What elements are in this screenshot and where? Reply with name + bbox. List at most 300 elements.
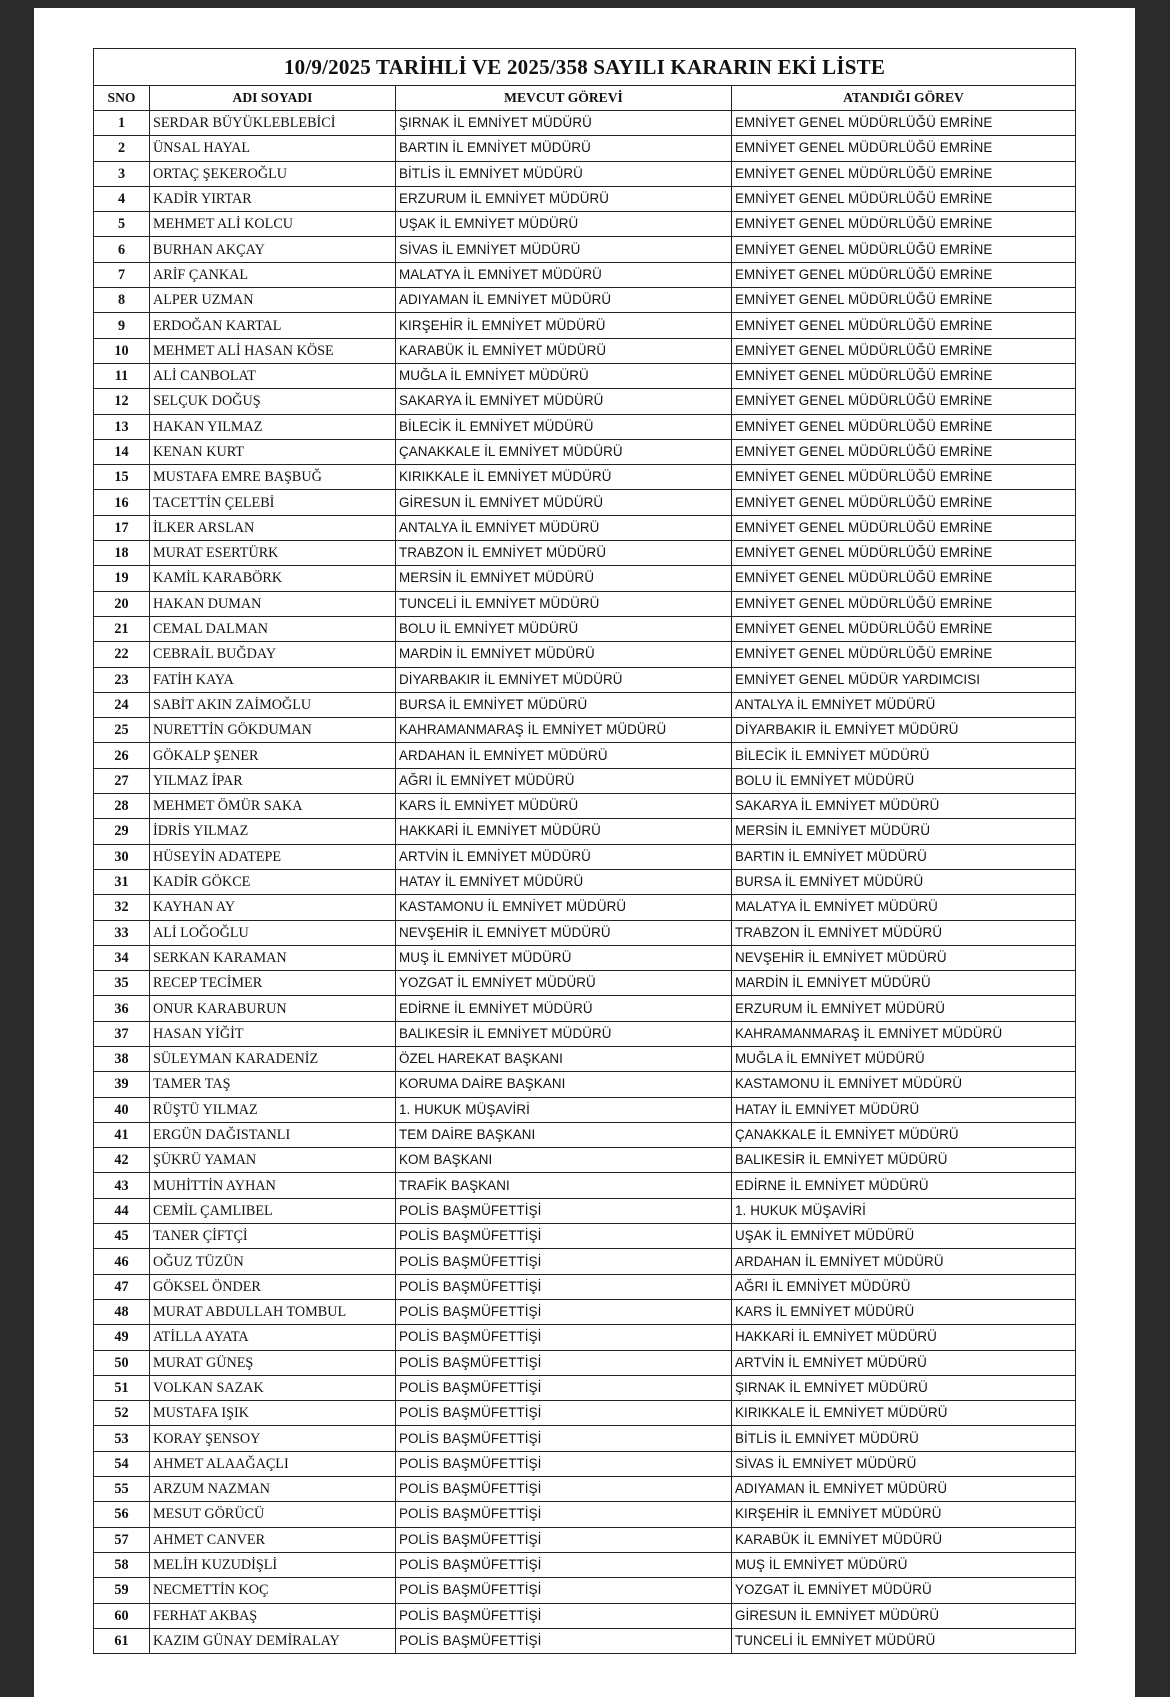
row-sno: 16 [94,490,150,515]
table-body [94,111,1076,1654]
row-name: MUSTAFA EMRE BAŞBUĞ [150,465,396,490]
table-row [94,743,1076,768]
row-sno: 45 [94,1224,150,1249]
row-assigned-position: EMNİYET GENEL MÜDÜRLÜĞÜ EMRİNE [732,439,1076,464]
row-name: RECEP TECİMER [150,971,396,996]
table-row [94,363,1076,388]
row-assigned-position: ERZURUM İL EMNİYET MÜDÜRÜ [732,996,1076,1021]
row-name: MURAT ESERTÜRK [150,541,396,566]
row-assigned-position: EMNİYET GENEL MÜDÜRLÜĞÜ EMRİNE [732,414,1076,439]
row-sno: 49 [94,1325,150,1350]
row-sno: 19 [94,566,150,591]
row-current-position: KOM BAŞKANI [396,1148,732,1173]
row-assigned-position: KIRŞEHİR İL EMNİYET MÜDÜRÜ [732,1502,1076,1527]
table-row [94,1350,1076,1375]
row-assigned-position: BOLU İL EMNİYET MÜDÜRÜ [732,768,1076,793]
row-assigned-position: YOZGAT İL EMNİYET MÜDÜRÜ [732,1578,1076,1603]
row-assigned-position: EMNİYET GENEL MÜDÜRLÜĞÜ EMRİNE [732,212,1076,237]
row-name: ERDOĞAN KARTAL [150,313,396,338]
row-current-position: KIRŞEHİR İL EMNİYET MÜDÜRÜ [396,313,732,338]
row-assigned-position: TRABZON İL EMNİYET MÜDÜRÜ [732,920,1076,945]
row-sno: 51 [94,1375,150,1400]
row-current-position: AĞRI İL EMNİYET MÜDÜRÜ [396,768,732,793]
row-current-position: KARS İL EMNİYET MÜDÜRÜ [396,794,732,819]
row-sno: 61 [94,1628,150,1653]
row-sno: 48 [94,1299,150,1324]
table-row [94,642,1076,667]
row-name: ALPER UZMAN [150,288,396,313]
row-name: MEHMET ALİ KOLCU [150,212,396,237]
row-assigned-position: TUNCELİ İL EMNİYET MÜDÜRÜ [732,1628,1076,1653]
row-current-position: GİRESUN İL EMNİYET MÜDÜRÜ [396,490,732,515]
row-current-position: POLİS BAŞMÜFETTİŞİ [396,1527,732,1552]
row-assigned-position: EMNİYET GENEL MÜDÜRLÜĞÜ EMRİNE [732,490,1076,515]
table-row [94,1502,1076,1527]
row-assigned-position: MARDİN İL EMNİYET MÜDÜRÜ [732,971,1076,996]
row-current-position: POLİS BAŞMÜFETTİŞİ [396,1552,732,1577]
row-name: VOLKAN SAZAK [150,1375,396,1400]
row-name: ORTAÇ ŞEKEROĞLU [150,161,396,186]
row-assigned-position: 1. HUKUK MÜŞAVİRİ [732,1198,1076,1223]
row-name: İLKER ARSLAN [150,515,396,540]
row-current-position: POLİS BAŞMÜFETTİŞİ [396,1350,732,1375]
row-sno: 1 [94,111,150,136]
row-name: HASAN YİĞİT [150,1021,396,1046]
table-row [94,1477,1076,1502]
row-sno: 4 [94,186,150,211]
row-current-position: POLİS BAŞMÜFETTİŞİ [396,1401,732,1426]
table-row [94,541,1076,566]
row-name: GÖKALP ŞENER [150,743,396,768]
row-name: ALİ CANBOLAT [150,363,396,388]
row-sno: 20 [94,591,150,616]
row-name: FERHAT AKBAŞ [150,1603,396,1628]
row-sno: 57 [94,1527,150,1552]
assignment-table [93,48,1076,1654]
table-row [94,1375,1076,1400]
row-assigned-position: ADIYAMAN İL EMNİYET MÜDÜRÜ [732,1477,1076,1502]
row-assigned-position: ARDAHAN İL EMNİYET MÜDÜRÜ [732,1249,1076,1274]
row-current-position: POLİS BAŞMÜFETTİŞİ [396,1325,732,1350]
row-name: MEHMET ÖMÜR SAKA [150,794,396,819]
row-sno: 58 [94,1552,150,1577]
row-sno: 36 [94,996,150,1021]
row-name: KORAY ŞENSOY [150,1426,396,1451]
row-current-position: 1. HUKUK MÜŞAVİRİ [396,1097,732,1122]
row-assigned-position: MUŞ İL EMNİYET MÜDÜRÜ [732,1552,1076,1577]
row-current-position: NEVŞEHİR İL EMNİYET MÜDÜRÜ [396,920,732,945]
row-current-position: ŞIRNAK İL EMNİYET MÜDÜRÜ [396,111,732,136]
row-assigned-position: ARTVİN İL EMNİYET MÜDÜRÜ [732,1350,1076,1375]
document-page [34,8,1135,1697]
table-row [94,1198,1076,1223]
row-assigned-position: EMNİYET GENEL MÜDÜRLÜĞÜ EMRİNE [732,389,1076,414]
row-assigned-position: MERSİN İL EMNİYET MÜDÜRÜ [732,819,1076,844]
table-row [94,1527,1076,1552]
row-sno: 47 [94,1274,150,1299]
row-assigned-position: GİRESUN İL EMNİYET MÜDÜRÜ [732,1603,1076,1628]
table-row [94,616,1076,641]
row-sno: 29 [94,819,150,844]
row-assigned-position: KAHRAMANMARAŞ İL EMNİYET MÜDÜRÜ [732,1021,1076,1046]
row-sno: 6 [94,237,150,262]
table-row [94,136,1076,161]
row-sno: 8 [94,288,150,313]
row-current-position: POLİS BAŞMÜFETTİŞİ [396,1451,732,1476]
row-current-position: POLİS BAŞMÜFETTİŞİ [396,1299,732,1324]
row-assigned-position: EMNİYET GENEL MÜDÜRLÜĞÜ EMRİNE [732,186,1076,211]
table-row [94,389,1076,414]
row-name: SERKAN KARAMAN [150,945,396,970]
row-current-position: POLİS BAŞMÜFETTİŞİ [396,1224,732,1249]
table-row [94,161,1076,186]
row-assigned-position: EMNİYET GENEL MÜDÜRLÜĞÜ EMRİNE [732,515,1076,540]
row-current-position: POLİS BAŞMÜFETTİŞİ [396,1628,732,1653]
row-sno: 21 [94,616,150,641]
row-sno: 3 [94,161,150,186]
row-assigned-position: EMNİYET GENEL MÜDÜRLÜĞÜ EMRİNE [732,616,1076,641]
row-current-position: MUŞ İL EMNİYET MÜDÜRÜ [396,945,732,970]
row-current-position: UŞAK İL EMNİYET MÜDÜRÜ [396,212,732,237]
table-row [94,920,1076,945]
row-sno: 27 [94,768,150,793]
row-name: ARİF ÇANKAL [150,262,396,287]
header-sno: SNO [94,86,150,111]
row-current-position: HATAY İL EMNİYET MÜDÜRÜ [396,869,732,894]
row-current-position: HAKKARİ İL EMNİYET MÜDÜRÜ [396,819,732,844]
row-sno: 25 [94,718,150,743]
row-assigned-position: BALIKESİR İL EMNİYET MÜDÜRÜ [732,1148,1076,1173]
table-row [94,768,1076,793]
row-assigned-position: EMNİYET GENEL MÜDÜRLÜĞÜ EMRİNE [732,237,1076,262]
row-assigned-position: HATAY İL EMNİYET MÜDÜRÜ [732,1097,1076,1122]
table-row [94,971,1076,996]
table-row [94,718,1076,743]
row-assigned-position: EMNİYET GENEL MÜDÜRLÜĞÜ EMRİNE [732,465,1076,490]
row-current-position: KIRIKKALE İL EMNİYET MÜDÜRÜ [396,465,732,490]
table-row [94,1046,1076,1071]
row-sno: 52 [94,1401,150,1426]
row-assigned-position: EMNİYET GENEL MÜDÜR YARDIMCISI [732,667,1076,692]
table-row [94,1097,1076,1122]
row-sno: 59 [94,1578,150,1603]
row-current-position: MALATYA İL EMNİYET MÜDÜRÜ [396,262,732,287]
table-row [94,490,1076,515]
row-name: OĞUZ TÜZÜN [150,1249,396,1274]
row-name: ATİLLA AYATA [150,1325,396,1350]
row-current-position: EDİRNE İL EMNİYET MÜDÜRÜ [396,996,732,1021]
row-name: CEMAL DALMAN [150,616,396,641]
row-name: ÜNSAL HAYAL [150,136,396,161]
row-sno: 44 [94,1198,150,1223]
row-sno: 38 [94,1046,150,1071]
row-name: CEMİL ÇAMLIBEL [150,1198,396,1223]
table-row [94,111,1076,136]
row-current-position: DİYARBAKIR İL EMNİYET MÜDÜRÜ [396,667,732,692]
row-current-position: ÖZEL HAREKAT BAŞKANI [396,1046,732,1071]
header-name: ADI SOYADI [150,86,396,111]
row-assigned-position: EMNİYET GENEL MÜDÜRLÜĞÜ EMRİNE [732,363,1076,388]
table-row [94,1451,1076,1476]
table-row [94,591,1076,616]
row-sno: 26 [94,743,150,768]
table-row [94,1552,1076,1577]
table-row [94,1578,1076,1603]
table-row [94,1274,1076,1299]
row-name: CEBRAİL BUĞDAY [150,642,396,667]
row-sno: 28 [94,794,150,819]
table-row [94,212,1076,237]
row-assigned-position: MUĞLA İL EMNİYET MÜDÜRÜ [732,1046,1076,1071]
row-sno: 43 [94,1173,150,1198]
row-name: TAMER TAŞ [150,1072,396,1097]
row-name: KAZIM GÜNAY DEMİRALAY [150,1628,396,1653]
row-name: KADİR YIRTAR [150,186,396,211]
row-name: MURAT ABDULLAH TOMBUL [150,1299,396,1324]
table-row [94,288,1076,313]
row-current-position: POLİS BAŞMÜFETTİŞİ [396,1603,732,1628]
row-name: MELİH KUZUDİŞLİ [150,1552,396,1577]
row-sno: 2 [94,136,150,161]
row-assigned-position: ÇANAKKALE İL EMNİYET MÜDÜRÜ [732,1122,1076,1147]
row-sno: 55 [94,1477,150,1502]
row-assigned-position: EMNİYET GENEL MÜDÜRLÜĞÜ EMRİNE [732,642,1076,667]
row-current-position: POLİS BAŞMÜFETTİŞİ [396,1426,732,1451]
table-row [94,465,1076,490]
row-assigned-position: EMNİYET GENEL MÜDÜRLÜĞÜ EMRİNE [732,161,1076,186]
row-name: SÜLEYMAN KARADENİZ [150,1046,396,1071]
row-assigned-position: DİYARBAKIR İL EMNİYET MÜDÜRÜ [732,718,1076,743]
table-row [94,1224,1076,1249]
row-name: ARZUM NAZMAN [150,1477,396,1502]
row-current-position: ARDAHAN İL EMNİYET MÜDÜRÜ [396,743,732,768]
row-current-position: ADIYAMAN İL EMNİYET MÜDÜRÜ [396,288,732,313]
row-name: AHMET ALAAĞAÇLI [150,1451,396,1476]
row-current-position: MARDİN İL EMNİYET MÜDÜRÜ [396,642,732,667]
table-row [94,1122,1076,1147]
row-current-position: SİVAS İL EMNİYET MÜDÜRÜ [396,237,732,262]
row-assigned-position: EMNİYET GENEL MÜDÜRLÜĞÜ EMRİNE [732,541,1076,566]
row-sno: 50 [94,1350,150,1375]
row-current-position: BİLECİK İL EMNİYET MÜDÜRÜ [396,414,732,439]
row-name: KADİR GÖKCE [150,869,396,894]
row-assigned-position: HAKKARİ İL EMNİYET MÜDÜRÜ [732,1325,1076,1350]
row-current-position: YOZGAT İL EMNİYET MÜDÜRÜ [396,971,732,996]
row-name: ONUR KARABURUN [150,996,396,1021]
table-row [94,1148,1076,1173]
row-current-position: ÇANAKKALE İL EMNİYET MÜDÜRÜ [396,439,732,464]
row-name: BURHAN AKÇAY [150,237,396,262]
row-current-position: POLİS BAŞMÜFETTİŞİ [396,1249,732,1274]
row-assigned-position: ANTALYA İL EMNİYET MÜDÜRÜ [732,692,1076,717]
table-row [94,262,1076,287]
row-sno: 33 [94,920,150,945]
row-sno: 9 [94,313,150,338]
row-current-position: BİTLİS İL EMNİYET MÜDÜRÜ [396,161,732,186]
table-row [94,1173,1076,1198]
row-assigned-position: EMNİYET GENEL MÜDÜRLÜĞÜ EMRİNE [732,313,1076,338]
row-current-position: BOLU İL EMNİYET MÜDÜRÜ [396,616,732,641]
row-sno: 14 [94,439,150,464]
row-current-position: SAKARYA İL EMNİYET MÜDÜRÜ [396,389,732,414]
table-row [94,338,1076,363]
row-current-position: BARTIN İL EMNİYET MÜDÜRÜ [396,136,732,161]
table-row [94,186,1076,211]
header-row [94,86,1076,111]
table-row [94,794,1076,819]
row-name: AHMET CANVER [150,1527,396,1552]
row-current-position: POLİS BAŞMÜFETTİŞİ [396,1502,732,1527]
table-row [94,1603,1076,1628]
row-name: ERGÜN DAĞISTANLI [150,1122,396,1147]
row-name: ŞÜKRÜ YAMAN [150,1148,396,1173]
table-row [94,844,1076,869]
table-row [94,895,1076,920]
row-name: İDRİS YILMAZ [150,819,396,844]
table-row [94,1325,1076,1350]
row-current-position: KAHRAMANMARAŞ İL EMNİYET MÜDÜRÜ [396,718,732,743]
table-row [94,313,1076,338]
row-name: MESUT GÖRÜCÜ [150,1502,396,1527]
row-sno: 13 [94,414,150,439]
row-assigned-position: KASTAMONU İL EMNİYET MÜDÜRÜ [732,1072,1076,1097]
row-sno: 41 [94,1122,150,1147]
row-name: KENAN KURT [150,439,396,464]
row-current-position: MERSİN İL EMNİYET MÜDÜRÜ [396,566,732,591]
table-row [94,945,1076,970]
row-current-position: POLİS BAŞMÜFETTİŞİ [396,1578,732,1603]
table-row [94,869,1076,894]
row-current-position: POLİS BAŞMÜFETTİŞİ [396,1274,732,1299]
row-name: MUHİTTİN AYHAN [150,1173,396,1198]
row-sno: 42 [94,1148,150,1173]
row-current-position: TEM DAİRE BAŞKANI [396,1122,732,1147]
row-current-position: ERZURUM İL EMNİYET MÜDÜRÜ [396,186,732,211]
table-row [94,692,1076,717]
row-current-position: KARABÜK İL EMNİYET MÜDÜRÜ [396,338,732,363]
row-name: SERDAR BÜYÜKLEBLEBİCİ [150,111,396,136]
row-name: TACETTİN ÇELEBİ [150,490,396,515]
row-name: GÖKSEL ÖNDER [150,1274,396,1299]
row-current-position: TRABZON İL EMNİYET MÜDÜRÜ [396,541,732,566]
row-sno: 22 [94,642,150,667]
row-sno: 18 [94,541,150,566]
row-current-position: KORUMA DAİRE BAŞKANI [396,1072,732,1097]
row-sno: 40 [94,1097,150,1122]
row-current-position: TRAFİK BAŞKANI [396,1173,732,1198]
row-sno: 5 [94,212,150,237]
row-sno: 31 [94,869,150,894]
header-current-position: MEVCUT GÖREVİ [396,86,732,111]
table-row [94,566,1076,591]
table-row [94,1426,1076,1451]
row-name: SELÇUK DOĞUŞ [150,389,396,414]
row-current-position: POLİS BAŞMÜFETTİŞİ [396,1198,732,1223]
row-assigned-position: KIRIKKALE İL EMNİYET MÜDÜRÜ [732,1401,1076,1426]
row-assigned-position: EMNİYET GENEL MÜDÜRLÜĞÜ EMRİNE [732,111,1076,136]
table-row [94,1021,1076,1046]
row-sno: 54 [94,1451,150,1476]
table-row [94,414,1076,439]
row-name: MUSTAFA IŞIK [150,1401,396,1426]
row-current-position: KASTAMONU İL EMNİYET MÜDÜRÜ [396,895,732,920]
row-name: NECMETTİN KOÇ [150,1578,396,1603]
table-row [94,237,1076,262]
row-sno: 17 [94,515,150,540]
row-assigned-position: ŞIRNAK İL EMNİYET MÜDÜRÜ [732,1375,1076,1400]
row-assigned-position: AĞRI İL EMNİYET MÜDÜRÜ [732,1274,1076,1299]
table-row [94,667,1076,692]
row-sno: 60 [94,1603,150,1628]
row-current-position: BALIKESİR İL EMNİYET MÜDÜRÜ [396,1021,732,1046]
row-assigned-position: BURSA İL EMNİYET MÜDÜRÜ [732,869,1076,894]
table-row [94,1401,1076,1426]
row-assigned-position: EMNİYET GENEL MÜDÜRLÜĞÜ EMRİNE [732,262,1076,287]
row-assigned-position: EMNİYET GENEL MÜDÜRLÜĞÜ EMRİNE [732,136,1076,161]
row-assigned-position: BİTLİS İL EMNİYET MÜDÜRÜ [732,1426,1076,1451]
header-assigned-position: ATANDIĞI GÖREV [732,86,1076,111]
table-row [94,1072,1076,1097]
row-assigned-position: BİLECİK İL EMNİYET MÜDÜRÜ [732,743,1076,768]
table-title: 10/9/2025 TARİHLİ VE 2025/358 SAYILI KARARIN EKİ LİSTE [94,49,1076,86]
row-assigned-position: BARTIN İL EMNİYET MÜDÜRÜ [732,844,1076,869]
table-row [94,1628,1076,1653]
row-sno: 7 [94,262,150,287]
row-current-position: POLİS BAŞMÜFETTİŞİ [396,1477,732,1502]
row-sno: 37 [94,1021,150,1046]
row-current-position: MUĞLA İL EMNİYET MÜDÜRÜ [396,363,732,388]
row-name: HÜSEYİN ADATEPE [150,844,396,869]
row-name: FATİH KAYA [150,667,396,692]
row-assigned-position: EMNİYET GENEL MÜDÜRLÜĞÜ EMRİNE [732,288,1076,313]
row-assigned-position: UŞAK İL EMNİYET MÜDÜRÜ [732,1224,1076,1249]
row-sno: 30 [94,844,150,869]
row-name: KAYHAN AY [150,895,396,920]
row-sno: 12 [94,389,150,414]
row-current-position: BURSA İL EMNİYET MÜDÜRÜ [396,692,732,717]
row-sno: 24 [94,692,150,717]
table-row [94,1249,1076,1274]
row-sno: 56 [94,1502,150,1527]
row-assigned-position: EMNİYET GENEL MÜDÜRLÜĞÜ EMRİNE [732,338,1076,363]
row-name: HAKAN DUMAN [150,591,396,616]
row-sno: 11 [94,363,150,388]
row-name: MEHMET ALİ HASAN KÖSE [150,338,396,363]
row-name: TANER ÇİFTÇİ [150,1224,396,1249]
row-sno: 34 [94,945,150,970]
row-name: RÜŞTÜ YILMAZ [150,1097,396,1122]
row-sno: 46 [94,1249,150,1274]
row-assigned-position: EDİRNE İL EMNİYET MÜDÜRÜ [732,1173,1076,1198]
row-sno: 32 [94,895,150,920]
table-row [94,515,1076,540]
row-current-position: POLİS BAŞMÜFETTİŞİ [396,1375,732,1400]
row-sno: 15 [94,465,150,490]
row-sno: 39 [94,1072,150,1097]
row-sno: 23 [94,667,150,692]
row-name: MURAT GÜNEŞ [150,1350,396,1375]
row-assigned-position: EMNİYET GENEL MÜDÜRLÜĞÜ EMRİNE [732,566,1076,591]
table-row [94,1299,1076,1324]
row-sno: 35 [94,971,150,996]
table-row [94,996,1076,1021]
row-assigned-position: SİVAS İL EMNİYET MÜDÜRÜ [732,1451,1076,1476]
row-current-position: ARTVİN İL EMNİYET MÜDÜRÜ [396,844,732,869]
row-current-position: TUNCELİ İL EMNİYET MÜDÜRÜ [396,591,732,616]
row-sno: 53 [94,1426,150,1451]
row-name: HAKAN YILMAZ [150,414,396,439]
row-assigned-position: MALATYA İL EMNİYET MÜDÜRÜ [732,895,1076,920]
